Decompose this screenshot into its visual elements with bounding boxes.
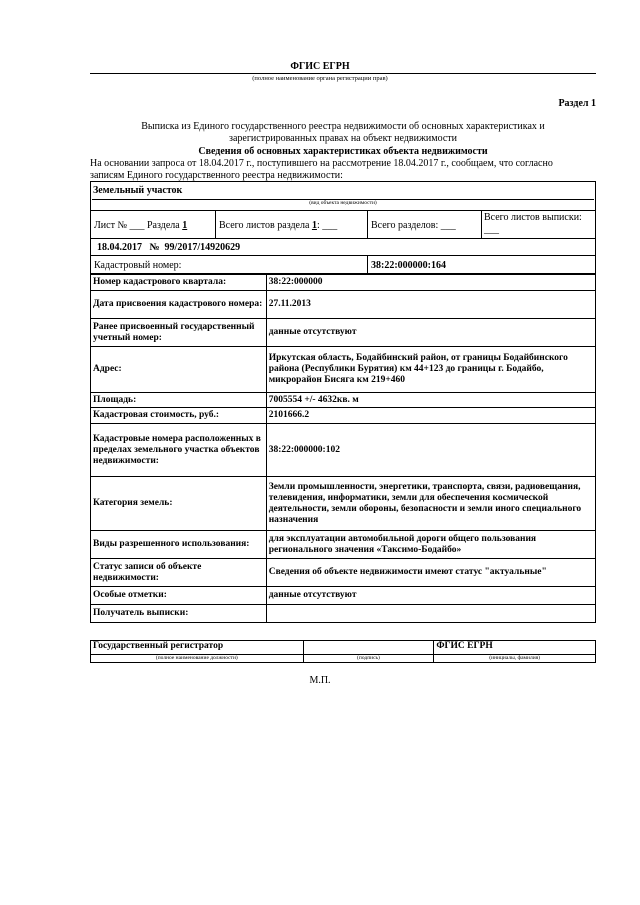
basis-line1: На основании запроса от 18.04.2017 г., поступившего на рассмотрение 18.04.2017 г., сообщаем, что согласно xyxy=(90,158,553,169)
extract-title-line2: зарегистрированных правах на объект недвижимости xyxy=(229,133,457,144)
characteristic-row xyxy=(91,408,596,424)
characteristic-label: Виды разрешенного использования: xyxy=(91,531,267,559)
position-caption: (полное наименование должности) xyxy=(91,655,304,663)
characteristic-row xyxy=(91,559,596,587)
characteristic-label: Статус записи об объекте недвижимости: xyxy=(91,559,267,587)
signature-table xyxy=(90,640,596,663)
registrar-position: Государственный регистратор xyxy=(91,641,304,655)
characteristic-row xyxy=(91,424,596,477)
characteristics-table xyxy=(90,274,596,623)
characteristic-row xyxy=(91,477,596,531)
characteristic-value: Сведения об объекте недвижимости имеют статус "актуальные" xyxy=(266,559,595,587)
extract-date-number: 18.04.2017 № 99/2017/14920629 xyxy=(97,242,241,253)
characteristic-label: Кадастровые номера расположенных в пределах земельного участка объектов недвижимости: xyxy=(91,424,267,477)
sheet-info-row xyxy=(90,210,596,239)
cadastral-number-label: Кадастровый номер: xyxy=(94,260,182,271)
characteristic-row xyxy=(91,319,596,347)
extract-title-line1: Выписка из Единого государственного реестра недвижимости об основных характеристиках и xyxy=(141,121,545,132)
registrar-name: ФГИС ЕГРН xyxy=(434,641,596,655)
characteristic-value: данные отсутствуют xyxy=(266,587,595,605)
total-sheets-section: Всего листов раздела 1: ___ xyxy=(219,220,338,231)
cadastral-number-row xyxy=(90,255,596,274)
characteristic-value: данные отсутствуют xyxy=(266,319,595,347)
characteristic-row xyxy=(91,605,596,623)
characteristic-label: Категория земель: xyxy=(91,477,267,531)
total-sections: Всего разделов: ___ xyxy=(371,220,456,231)
characteristic-row xyxy=(91,393,596,408)
characteristic-value: 2101666.2 xyxy=(266,408,595,424)
object-kind-box xyxy=(90,181,596,211)
date-number-row xyxy=(90,238,596,256)
characteristic-row xyxy=(91,347,596,393)
agency-name: ФГИС ЕГРН xyxy=(290,61,350,72)
characteristic-value xyxy=(266,605,595,623)
object-kind-caption: (вид объекта недвижимости) xyxy=(309,200,377,206)
total-extract-sheets: Всего листов выписки: ___ xyxy=(484,212,582,235)
agency-underline xyxy=(90,73,596,74)
characteristic-value: 27.11.2013 xyxy=(266,291,595,319)
name-caption: (инициалы, фамилия) xyxy=(434,655,596,663)
characteristic-label: Получатель выписки: xyxy=(91,605,267,623)
registrar-signature xyxy=(303,641,434,655)
characteristic-row xyxy=(91,291,596,319)
characteristic-value: 38:22:000000:102 xyxy=(266,424,595,477)
characteristic-label: Дата присвоения кадастрового номера: xyxy=(91,291,267,319)
characteristic-label: Номер кадастрового квартала: xyxy=(91,275,267,291)
signature-caption: (подпись) xyxy=(303,655,434,663)
characteristic-value: 38:22:000000 xyxy=(266,275,595,291)
characteristic-row xyxy=(91,531,596,559)
characteristic-value: 7005554 +/- 4632кв. м xyxy=(266,393,595,408)
sheet-number: Лист № ___ Раздела 1 xyxy=(94,220,188,231)
section-label: Раздел 1 xyxy=(558,98,596,109)
characteristic-row xyxy=(91,275,596,291)
characteristic-row xyxy=(91,587,596,605)
characteristic-value: Земли промышленности, энергетики, транспорта, связи, радиовещания, телевидения, информатики, земли для обеспечения космической деятельности, земли обороны, безопасности и земли иного специального назначения xyxy=(266,477,595,531)
seal-placeholder: М.П. xyxy=(309,675,331,686)
object-kind: Земельный участок xyxy=(93,185,183,196)
characteristic-label: Ранее присвоенный государственный учетный номер: xyxy=(91,319,267,347)
cadastral-number-value: 38:22:000000:164 xyxy=(371,260,446,271)
extract-subtitle: Сведения об основных характеристиках объекта недвижимости xyxy=(198,146,488,157)
characteristic-label: Особые отметки: xyxy=(91,587,267,605)
characteristic-label: Кадастровая стоимость, руб.: xyxy=(91,408,267,424)
basis-line2: записям Единого государственного реестра недвижимости: xyxy=(90,170,343,181)
characteristic-value: Иркутская область, Бодайбинский район, от границы Бодайбинского района (Республики Бурятия) км 44+123 до границы г. Бодайбо, микрорайон Бисяга км 219+460 xyxy=(266,347,595,393)
agency-caption: (полное наименование органа регистрации прав) xyxy=(252,75,388,82)
characteristic-label: Площадь: xyxy=(91,393,267,408)
characteristic-label: Адрес: xyxy=(91,347,267,393)
characteristic-value: для эксплуатации автомобильной дороги общего пользования регионального значения «Таксимо-Бодайбо» xyxy=(266,531,595,559)
